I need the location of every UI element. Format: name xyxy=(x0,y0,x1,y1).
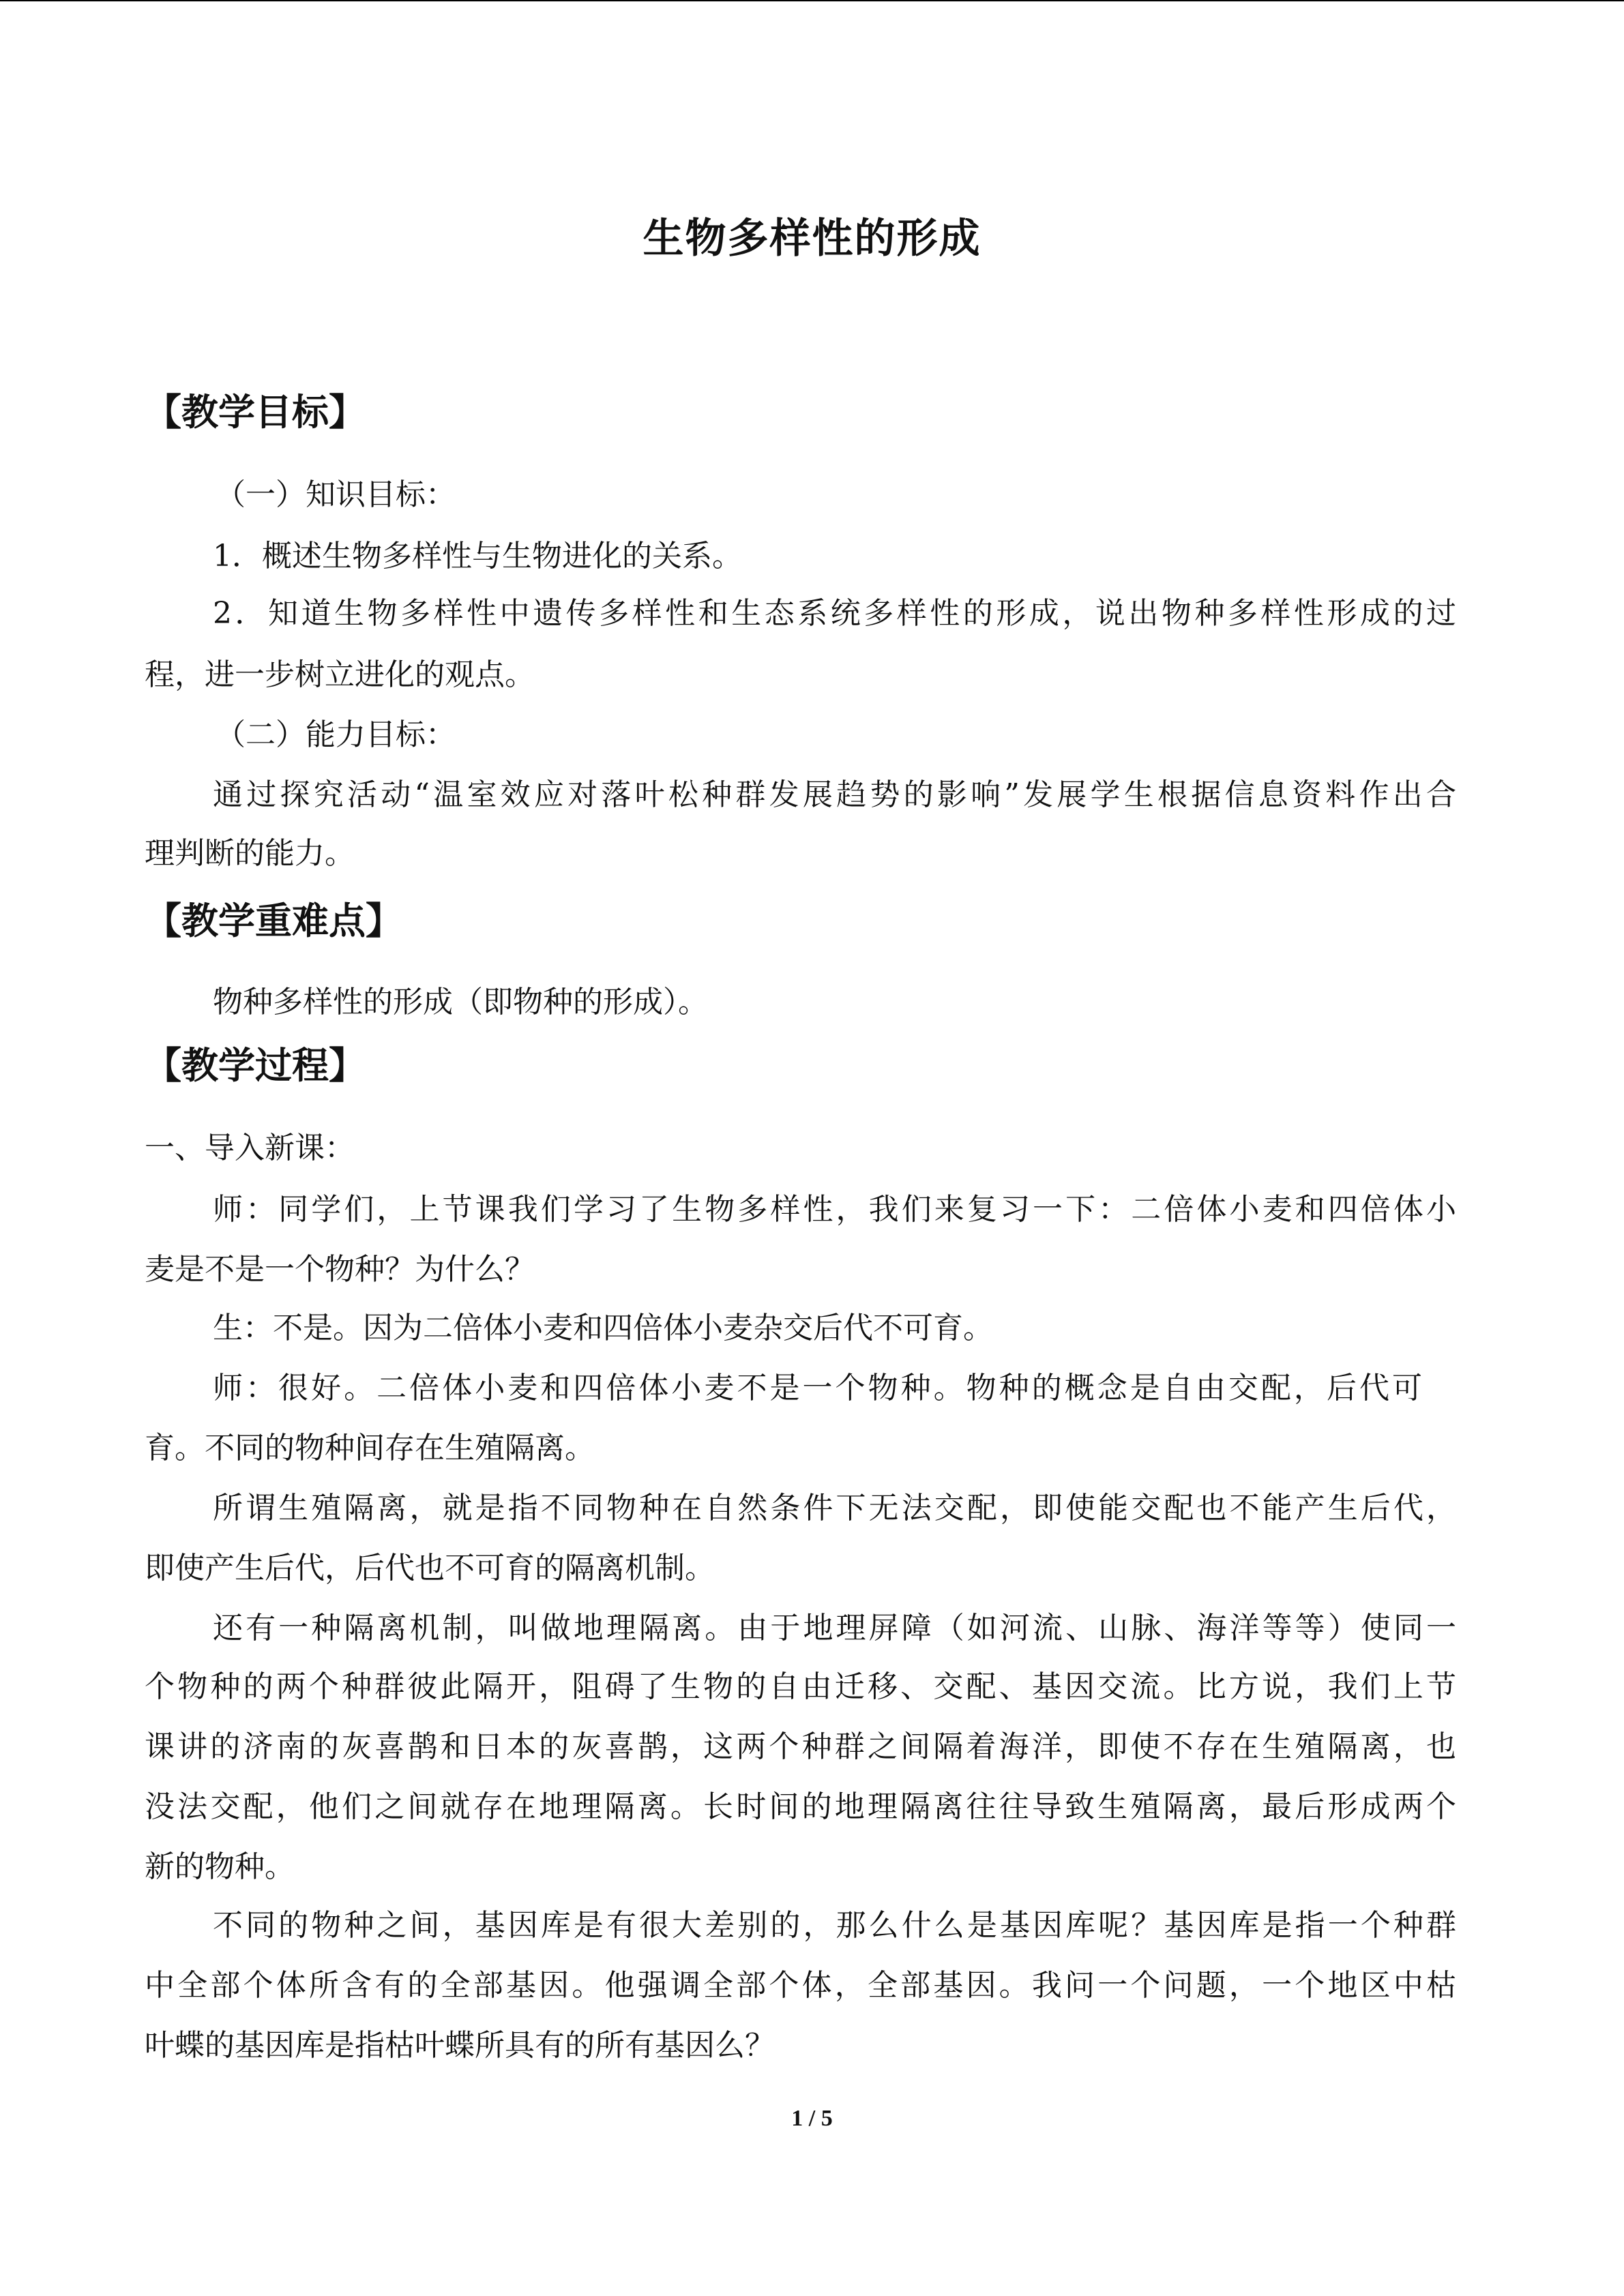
section-heading-objectives: 【教学目标】 xyxy=(145,391,366,434)
document-title: 生物多样性的形成 xyxy=(643,215,981,263)
objective-line: 1．概述生物多样性与生物进化的关系。 xyxy=(213,539,742,573)
objective-line: 2．知道生物多样性中遗传多样性和生态系统多样性的形成，说出物种多样性形成的过 xyxy=(213,596,1456,631)
process-line: 师：很好。二倍体小麦和四倍体小麦不是一个物种。物种的概念是自由交配，后代可 xyxy=(213,1371,1422,1405)
key-point-line: 物种多样性的形成（即物种的形成）。 xyxy=(213,985,708,1019)
process-line: 育。不同的物种间存在生殖隔离。 xyxy=(145,1431,595,1465)
process-line: 个物种的两个种群彼此隔开，阻碍了生物的自由迁移、交配、基因交流。比方说，我们上节 xyxy=(145,1669,1456,1704)
process-line: 叶蝶的基因库是指枯叶蝶所具有的所有基因么？ xyxy=(145,2028,775,2063)
process-line: 即使产生后代，后代也不可育的隔离机制。 xyxy=(145,1551,715,1585)
objective-line: 理判断的能力。 xyxy=(145,836,355,871)
objective-line: 通过探究活动“温室效应对落叶松种群发展趋势的影响”发展学生根据信息资料作出合 xyxy=(213,777,1456,812)
top-border-line xyxy=(0,0,1624,1)
process-line: 不同的物种之间，基因库是有很大差别的，那么什么是基因库呢？基因库是指一个种群 xyxy=(213,1908,1456,1943)
process-line: 没法交配，他们之间就存在地理隔离。长时间的地理隔离往往导致生殖隔离，最后形成两个 xyxy=(145,1789,1456,1824)
process-line: 课讲的济南的灰喜鹊和日本的灰喜鹊，这两个种群之间隔着海洋，即使不存在生殖隔离，也 xyxy=(145,1729,1456,1764)
process-line: 麦是不是一个物种？为什么？ xyxy=(145,1252,535,1287)
process-line: 一、导入新课： xyxy=(145,1131,355,1165)
process-line: 所谓生殖隔离，就是指不同物种在自然条件下无法交配，即使能交配也不能产生后代， xyxy=(213,1491,1456,1525)
process-line: 新的物种。 xyxy=(145,1849,295,1884)
page-number: 1 / 5 xyxy=(791,2106,833,2131)
process-line: 师：同学们，上节课我们学习了生物多样性，我们来复习一下：二倍体小麦和四倍体小 xyxy=(213,1192,1456,1227)
process-line: 还有一种隔离机制，叫做地理隔离。由于地理屏障（如河流、山脉、海洋等等）使同一 xyxy=(213,1611,1456,1645)
objective-line: （二）能力目标： xyxy=(216,717,456,752)
section-heading-key-points: 【教学重难点】 xyxy=(145,899,402,942)
objective-line: 程，进一步树立进化的观点。 xyxy=(145,657,535,692)
process-line: 中全部个体所含有的全部基因。他强调全部个体，全部基因。我问一个问题，一个地区中枯 xyxy=(145,1968,1456,2003)
process-line: 生：不是。因为二倍体小麦和四倍体小麦杂交后代不可育。 xyxy=(213,1311,993,1345)
objective-line: （一）知识目标： xyxy=(216,477,456,512)
section-heading-process: 【教学过程】 xyxy=(145,1044,366,1087)
